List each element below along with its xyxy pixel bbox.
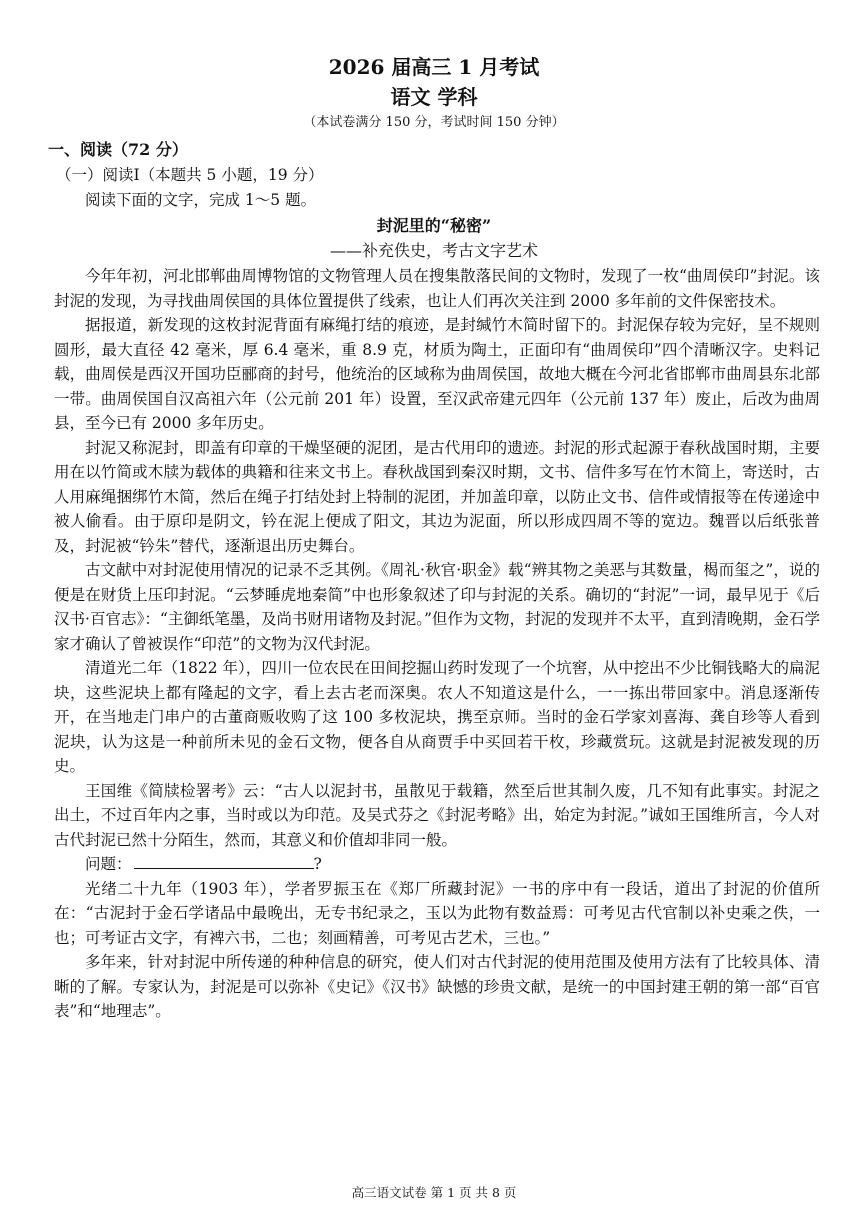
- reading-instruction: 阅读下面的文字，完成 1～5 题。: [85, 191, 317, 209]
- article-body: [54, 264, 820, 1024]
- article-title: 封泥里的“秘密”: [376, 216, 492, 235]
- exam-note: （本试卷满分 150 分，考试时间 150 分钟）: [303, 115, 565, 130]
- section-heading: 一、阅读（72 分）: [48, 140, 188, 159]
- paragraph: 封泥又称泥封，即盖有印章的干燥坚硬的泥团，是古代用印的遗迹。封泥的形式起源于春秋战国时期，主要用在以竹简或木牍为载体的典籍和往来文书上。春秋战国到秦汉时期，文书、信件多写在竹木简上，寄送时，古人用麻绳捆绑竹木简，然后在绳子打结处封上特制的泥团，并加盖印章，以防止文书、信件或情报等在传递途中被人偷看。由于原印是阴文，钤在泥上便成了阳文，其边为泥面，所以形成四周不等的宽边。魏晋以后纸张普及，封泥被“钤朱”替代，逐渐退出历史舞台。: [54, 438, 820, 555]
- sub-heading: （一）阅读Ⅰ（本题共 5 小题，19 分）: [56, 166, 324, 184]
- question-blank[interactable]: [134, 852, 314, 869]
- paragraph: 据报道，新发现的这枚封泥背面有麻绳打结的痕迹，是封缄竹木简时留下的。封泥保存较为完好，呈不规则圆形，最大直径 42 毫米，厚 6.4 毫米，重 8.9 克，材质为陶土，正面印有“曲周侯印”四个清晰汉字。史料记载，曲周侯是西汉开国功臣郦商的封号，他统治的区域称为曲周侯国，故地大概在今河北省邯郸市曲周县东北部一带。曲周侯国自汉高祖六年（公元前 201 年）设置，至汉武帝建元四年（公元前 137 年）废止，后改为曲周县，至今已有 2000 多年历史。: [54, 316, 820, 432]
- paragraph: 清道光二年（1822 年），四川一位农民在田间挖掘山药时发现了一个坑窖，从中挖出不少比铜钱略大的扁泥块，这些泥块上都有隆起的文字，看上去古老而深奥。农人不知道这是什么，一一拣出带回家中。消息逐渐传开，在当地走门串户的古董商贩收购了这 100 多枚泥块，携至京师。当时的金石学家刘喜海、龚自珍等人看到泥块，认为这是一种前所未见的金石文物，便各自从商贾手中买回若干枚，珍藏赏玩。这就是封泥被发现的历史。: [54, 659, 820, 775]
- question-label: 问题：: [85, 855, 132, 873]
- subject-title: 语文 学科: [390, 85, 478, 109]
- question-mark: ?: [313, 855, 322, 873]
- paragraph: 古文献中对封泥使用情况的记录不乏其例。《周礼·秋官·职金》载“辨其物之美恶与其数量，楬而玺之”，说的便是在财货上压印封泥。“云梦睡虎地秦简”中也形象叙述了印与封泥的关系。确切的“封泥”一词，最早见于《后汉书·百官志》：“主御纸笔墨，及尚书财用诸物及封泥。”但作为文物，封泥的发现并不太平，直到清晚期，金石学家才确认了曾被误作“印范”的文物为汉代封泥。: [54, 561, 820, 653]
- paragraph: 多年来，针对封泥中所传递的种种信息的研究，使人们对古代封泥的使用范围及使用方法有了比较具体、清晰的了解。专家认为，封泥是可以弥补《史记》《汉书》缺憾的珍贵文献，是统一的中国封建王朝的第一部“百官表”和“地理志”。: [54, 953, 820, 1020]
- paragraph: 今年年初，河北邯郸曲周博物馆的文物管理人员在搜集散落民间的文物时，发现了一枚“曲周侯印”封泥。该封泥的发现，为寻找曲周侯国的具体位置提供了线索，也让人们再次关注到 2000 多年前的文件保密技术。: [54, 267, 820, 310]
- page-footer: 高三语文试卷 第 1 页 共 8 页: [351, 1185, 517, 1200]
- question-row: [54, 852, 820, 877]
- exam-title: 2026 届高三 1 月考试: [328, 55, 540, 79]
- paragraph: 王国维《简牍检署考》云：“古人以泥封书，虽散见于载籍，然至后世其制久废，几不知有此事实。封泥之出土，不过百年内之事，当时或以为印范。及吴式芬之《封泥考略》出，始定为封泥。”诚如王国维所言，今人对古代封泥已然十分陌生，然而，其意义和价值却非同一般。: [54, 781, 820, 849]
- article-subtitle: ——补充佚史，考古文字艺术: [329, 241, 538, 260]
- paragraph: 光绪二十九年（1903 年），学者罗振玉在《郑厂所藏封泥》一书的序中有一段话，道出了封泥的价值所在：“古泥封于金石学诸品中最晚出，无专书纪录之，玉以为此物有数益焉：可考见古代官制以补史乘之佚，一也；可考证古文字，有裨六书，二也；刻画精善，可考见古艺术，三也。”: [54, 879, 820, 947]
